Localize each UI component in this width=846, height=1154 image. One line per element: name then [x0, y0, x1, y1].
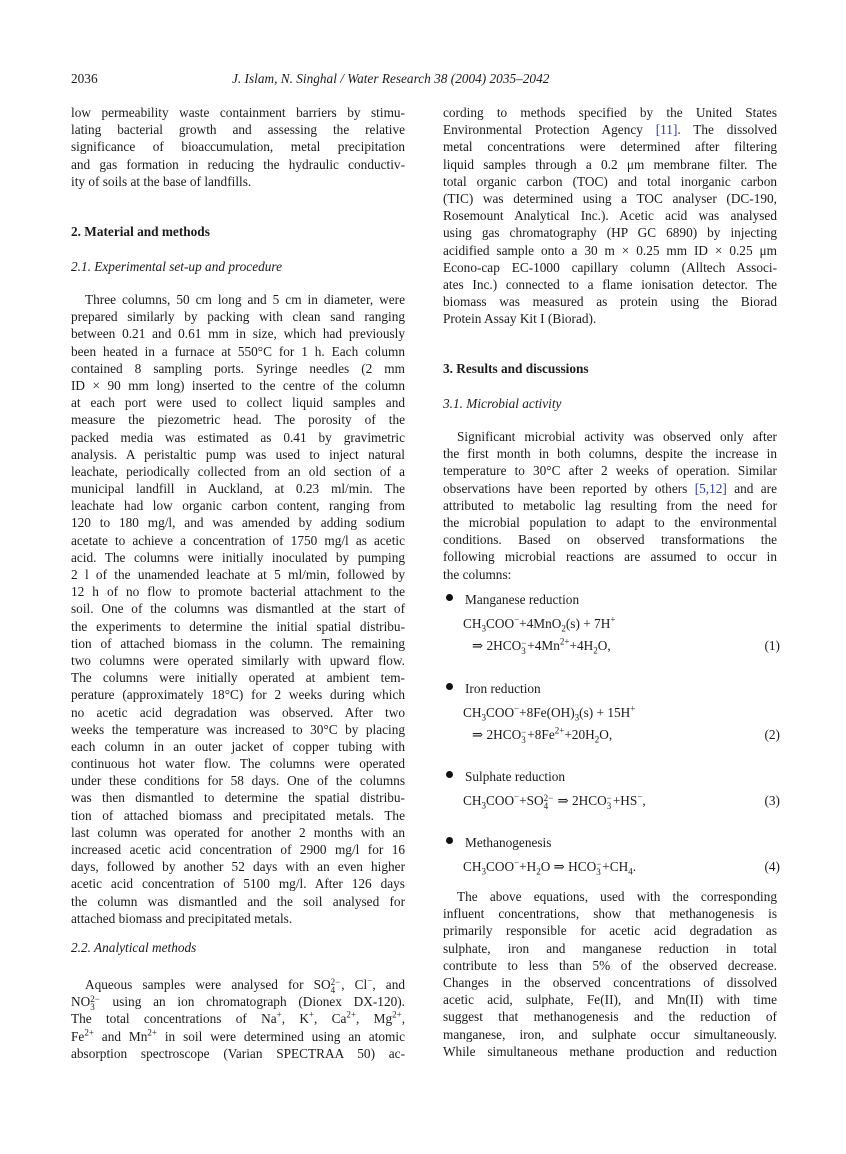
superscript: − [367, 975, 373, 986]
superscript: 2+ [346, 1009, 356, 1020]
text-line: acid. The columns were initially inoculated by pumping [71, 549, 405, 565]
subscript: 3 [481, 866, 486, 877]
text-line: using gas chromatography (HP GC 6890) by injecting [443, 225, 777, 241]
text-line: prepared similarly by packing with clean sand ranging [71, 309, 405, 325]
text-segment: +4Mn [527, 638, 560, 653]
text-segment: COO [485, 705, 515, 720]
text-segment: +20H [564, 727, 595, 742]
text-line: ity of soils at the base of landfills. [71, 173, 252, 189]
text-line: acidified sample onto a 30 m × 0.25 mm ID × 0.25 μm [443, 242, 777, 258]
text-line: (TIC) was determined using a TOC analyser (DC-190, [443, 190, 777, 206]
sub-superscript [331, 978, 341, 994]
text-line: contained 8 sampling ports. Syringe needles (2 mm [71, 360, 405, 376]
text-line: Three columns, 50 cm long and 5 cm in diameter, were [85, 292, 405, 307]
reaction-label: Sulphate reduction [465, 769, 566, 784]
experimental-setup-paragraph [71, 291, 405, 927]
running-title: J. Islam, N. Singhal / Water Research 38 (2004) 2035–2042 [232, 71, 550, 86]
superscript: − [514, 703, 520, 714]
reaction-label: Manganese reduction [465, 592, 580, 607]
subscript: 3 [481, 800, 486, 811]
text-segment: , K [281, 1011, 309, 1027]
text-segment: (s) + 15H [579, 705, 631, 720]
text-line: leachate had low organic carbon content, ranging from [71, 498, 405, 514]
superscript: + [308, 1009, 315, 1020]
text-segment: Fe [71, 1028, 85, 1044]
text-line: lating bacterial growth and assessing the relative [71, 122, 405, 138]
sub-superscript [521, 728, 526, 744]
section-heading-results: 3. Results and discussions [443, 361, 589, 376]
superscript: − [514, 857, 520, 868]
text-line: measure the piezometric head. The porosity of the [71, 412, 405, 428]
text-segment: ⇒ 2HCO [554, 793, 607, 808]
subscript: 3 [596, 866, 601, 877]
text-line: The above equations, used with the corresponding [457, 889, 777, 904]
text-segment: Aqueous samples were analysed for SO [85, 977, 331, 992]
subscript: 4 [628, 866, 633, 877]
text-line: cording to methods specified by the United States [443, 105, 777, 120]
text-line [71, 1028, 405, 1045]
text-segment: , Mg [356, 1011, 393, 1027]
text-segment: +H [519, 859, 537, 874]
subscript: 3 [90, 1002, 95, 1013]
text-line: last column was operated for another 2 months with an [71, 824, 405, 840]
text-line: been heated in a furnace at 550°C for 1 h. Each column [71, 343, 405, 359]
text-line: acetate to achieve a concentration of 1750 mg/l as acetic [71, 532, 405, 548]
bullet-icon [446, 837, 453, 844]
superscript: 2+ [392, 1009, 402, 1020]
reaction-label: Iron reduction [465, 681, 541, 696]
citation-link[interactable]: [11] [655, 122, 678, 138]
text-line: 2 l of the unamended leachate at 5 ml/min, followed by [71, 567, 405, 582]
superscript: − [596, 858, 602, 869]
equation-line [472, 726, 612, 744]
superscript: − [521, 637, 527, 648]
text-line: ID × 90 mm long) inserted to the centre of the column [71, 377, 405, 393]
superscript: + [610, 614, 616, 625]
text-line: between 0.21 and 0.61 mm in size, which had previously [71, 326, 405, 342]
text-line: the experiments to determine the initial spatial distribu- [71, 618, 405, 634]
equation-number: (1) [764, 638, 780, 653]
equation-line [463, 615, 615, 632]
page-number: 2036 [71, 71, 98, 86]
text-line: attached biomass and precipitated metals. [71, 910, 293, 926]
text-line: 12 h of no flow to promote bacterial attachment to the [71, 584, 405, 600]
text-segment: NO [71, 994, 91, 1010]
text-line: weeks the temperature was increased to 30°C by placing [71, 721, 405, 737]
equation-line [463, 704, 635, 721]
intro-paragraph [71, 104, 405, 190]
text-line: days, followed by another 52 days with an even higher [71, 859, 405, 875]
text-segment: O ⇒ HCO [540, 859, 597, 874]
superscript: − [521, 726, 527, 737]
text-line: conditions. Based on observed transformations the [443, 532, 777, 548]
text-line: contribute to less than 5% of the observed decrease. [443, 957, 777, 973]
text-segment: COO [485, 859, 515, 874]
superscript: − [606, 792, 612, 803]
text-segment: CH [463, 616, 482, 631]
text-line [71, 1010, 405, 1027]
text-line: absorption spectroscope (Varian SPECTRAA 50) ac- [71, 1045, 405, 1061]
text-line: ates Inc.) connected to a flame ionisation detector. The [443, 276, 777, 292]
text-line: Econo-cap EC-1000 capillary column (Alltech Associ- [443, 259, 777, 275]
text-line: liquid samples through a 0.2 μm membrane filter. The [443, 156, 777, 172]
reaction-label: Methanogenesis [465, 835, 552, 850]
text-line: significance of bioaccumulation, metal precipitation [71, 139, 405, 155]
superscript: + [630, 703, 636, 714]
text-segment: Environmental Protection Agency [443, 122, 656, 138]
superscript: 2+ [147, 1027, 157, 1038]
text-segment: CH [463, 859, 482, 874]
superscript: 2− [90, 994, 100, 1005]
text-segment: in soil were determined using an atomic [156, 1028, 405, 1044]
text-line: manganese, iron, and sulphate occur simultaneously. [443, 1026, 777, 1042]
text-line: under these conditions for 58 days. One of the columns [71, 773, 405, 789]
bullet-icon [446, 771, 453, 778]
text-segment: O, [597, 638, 611, 653]
text-line: total organic carbon (TOC) and total inorganic carbon [443, 173, 777, 189]
subsection-heading-microbial-activity: 3.1. Microbial activity [443, 396, 562, 411]
text-segment: . The dissolved [677, 122, 777, 138]
text-line: soil. One of the columns was dismantled at the start of [71, 601, 405, 617]
text-segment: (s) + 7H [565, 616, 611, 631]
text-segment: . [632, 859, 637, 874]
text-segment: , Cl [341, 977, 368, 992]
subscript: 3 [481, 623, 486, 634]
text-segment: and are [726, 480, 777, 496]
text-line: metal concentrations were determined after filtering [443, 139, 777, 155]
subsection-heading-analytical-methods: 2.2. Analytical methods [71, 940, 197, 955]
text-segment: O, [599, 727, 613, 742]
subscript: 2 [536, 866, 541, 877]
text-segment: using an ion chromatograph (Dionex DX-120). [100, 994, 405, 1010]
text-segment: ⇒ 2HCO [472, 638, 522, 653]
text-line: 120 to 180 mg/l, and was amended by adding sodium [71, 515, 405, 531]
text-line [71, 976, 405, 993]
text-line: acetic acid concentration of 5100 mg/l. After 126 days [71, 876, 405, 892]
text-segment: ⇒ 2HCO [472, 727, 522, 742]
bullet-icon [446, 594, 453, 601]
sub-superscript [521, 639, 526, 655]
superscript: 2− [330, 976, 341, 987]
superscript: 2+ [554, 725, 565, 736]
microbial-activity-paragraph [443, 428, 777, 583]
text-line: low permeability waste containment barriers by stimu- [71, 105, 405, 120]
text-line: each column in an outer jacket of copper tubing with [71, 738, 405, 754]
subscript: 3 [606, 800, 612, 811]
text-segment: The total concentrations of Na [71, 1011, 277, 1027]
text-segment: +SO [519, 793, 544, 808]
text-line: Protein Assay Kit I (Biorad). [443, 311, 597, 327]
text-line [443, 480, 777, 497]
text-line: tion of attached biomass and precipitated metals. The [71, 807, 405, 823]
text-line: Rosemount Analytical Inc.). Acetic acid was analysed [443, 208, 777, 224]
text-segment: , and [372, 977, 405, 992]
equation-line [463, 858, 636, 876]
text-segment: and Mn [93, 1028, 148, 1044]
text-line: temperature to 30°C after 2 weeks of operation. Similar [443, 463, 777, 479]
text-line: primarily responsible for acetic acid degradation as [443, 923, 777, 939]
text-segment: , [642, 793, 646, 808]
text-line: the column was dismantled and the soil analysed for [71, 893, 405, 909]
text-line: perature (approximately 18°C) for 2 weeks during which [71, 687, 405, 703]
text-line: at each port were used to collect liquid samples and [71, 395, 405, 411]
superscript: 2− [543, 792, 554, 803]
text-line: Significant microbial activity was observed only after [457, 429, 777, 444]
text-line: increased acetic acid concentration of 2900 mg/l for 16 [71, 842, 405, 857]
text-line: packed media was estimated as 0.41 by gravimetric [71, 429, 405, 445]
text-line: While simultaneous methane production and reduction [443, 1043, 777, 1059]
superscript: − [514, 791, 520, 802]
text-line: sulphate, iron and manganese reduction in total [443, 940, 777, 956]
text-line: The columns were initially operated at ambient tem- [71, 670, 405, 686]
text-line: municipal landfill in Auckland, at 0.23 ml/min. The [71, 481, 405, 497]
text-line: was then dismantled to determine the spatial distribu- [71, 790, 405, 806]
analytical-methods-paragraph [71, 976, 405, 1062]
text-segment: , [401, 1011, 406, 1027]
citation-link[interactable]: [5,12] [694, 480, 727, 496]
subscript: 3 [481, 712, 486, 723]
text-segment: CH [463, 705, 482, 720]
text-line: tion of attached biomass in the column. The remaining [71, 635, 405, 651]
sub-superscript [544, 794, 554, 810]
text-segment: observations have been reported by others [443, 480, 695, 496]
superscript: 2+ [84, 1027, 94, 1038]
text-segment: +4H [569, 638, 594, 653]
text-line: attributed to metabolic lag resulting from the need for [443, 497, 777, 513]
discussion-paragraph [443, 888, 777, 1060]
text-line: two columns were operated similarly with upward flow. [71, 652, 405, 668]
text-line: biomass was measured as protein using the Biorad [443, 294, 777, 310]
text-line [443, 121, 777, 138]
equation-line [472, 637, 611, 655]
text-segment: +8Fe(OH) [519, 705, 575, 720]
subscript: 4 [330, 984, 336, 995]
text-line: Changes in the observed concentrations of dissolved [443, 974, 777, 990]
text-line: analysis. A peristaltic pump was used to inject natural [71, 446, 405, 462]
text-line: the columns: [443, 566, 512, 582]
subscript: 2 [594, 734, 600, 745]
subscript: 3 [521, 645, 526, 656]
text-line: acetic acid, sulphate, Fe(II), and Mn(II) with time [443, 992, 777, 1008]
text-line: leachate, periodically collected from an old section of a [71, 463, 405, 479]
superscript: − [514, 614, 520, 625]
text-line: suggest that methanogenesis and the reduction of [443, 1009, 777, 1025]
superscript: + [276, 1009, 282, 1020]
subscript: 4 [543, 800, 549, 811]
subscript: 3 [521, 734, 526, 745]
bullet-icon [446, 683, 453, 690]
text-line: the first month in both columns, despite the increase in [443, 446, 777, 462]
equation-number: (3) [764, 793, 780, 808]
text-line: and gas formation in reducing the hydraulic conductiv- [71, 156, 405, 172]
text-line [71, 993, 405, 1013]
subscript: 2 [561, 623, 566, 634]
text-segment: CH [463, 793, 482, 808]
text-segment: COO [485, 793, 515, 808]
equation-line [463, 792, 646, 810]
superscript: 2+ [559, 636, 570, 647]
text-line: influent concentrations, show that methanogenesis is [443, 906, 777, 922]
subsection-heading-experimental-setup: 2.1. Experimental set-up and procedure [71, 259, 282, 274]
text-line: the microbial population to adapt to the environmental [443, 514, 777, 530]
text-segment: , Ca [314, 1011, 347, 1027]
subscript: 3 [574, 712, 580, 723]
text-segment: +8Fe [527, 727, 555, 742]
sub-superscript [596, 860, 601, 876]
analytical-methods-continued [443, 104, 777, 327]
subscript: 2 [593, 645, 598, 656]
section-heading-materials-methods: 2. Material and methods [71, 224, 210, 239]
text-segment: +4MnO [519, 616, 562, 631]
text-segment: +HS [612, 793, 638, 808]
text-line: continuous hot water flow. The columns were operated [71, 756, 405, 772]
equation-number: (4) [764, 859, 780, 874]
text-line: following microbial reactions are assumed to occur in [443, 549, 777, 565]
sub-superscript [90, 995, 100, 1011]
equation-number: (2) [764, 727, 780, 742]
text-segment: COO [485, 616, 515, 631]
text-segment: +CH [602, 859, 629, 874]
superscript: − [637, 791, 643, 802]
sub-superscript [607, 794, 612, 810]
text-line: no acetic acid degradation was observed. After two [71, 704, 405, 720]
